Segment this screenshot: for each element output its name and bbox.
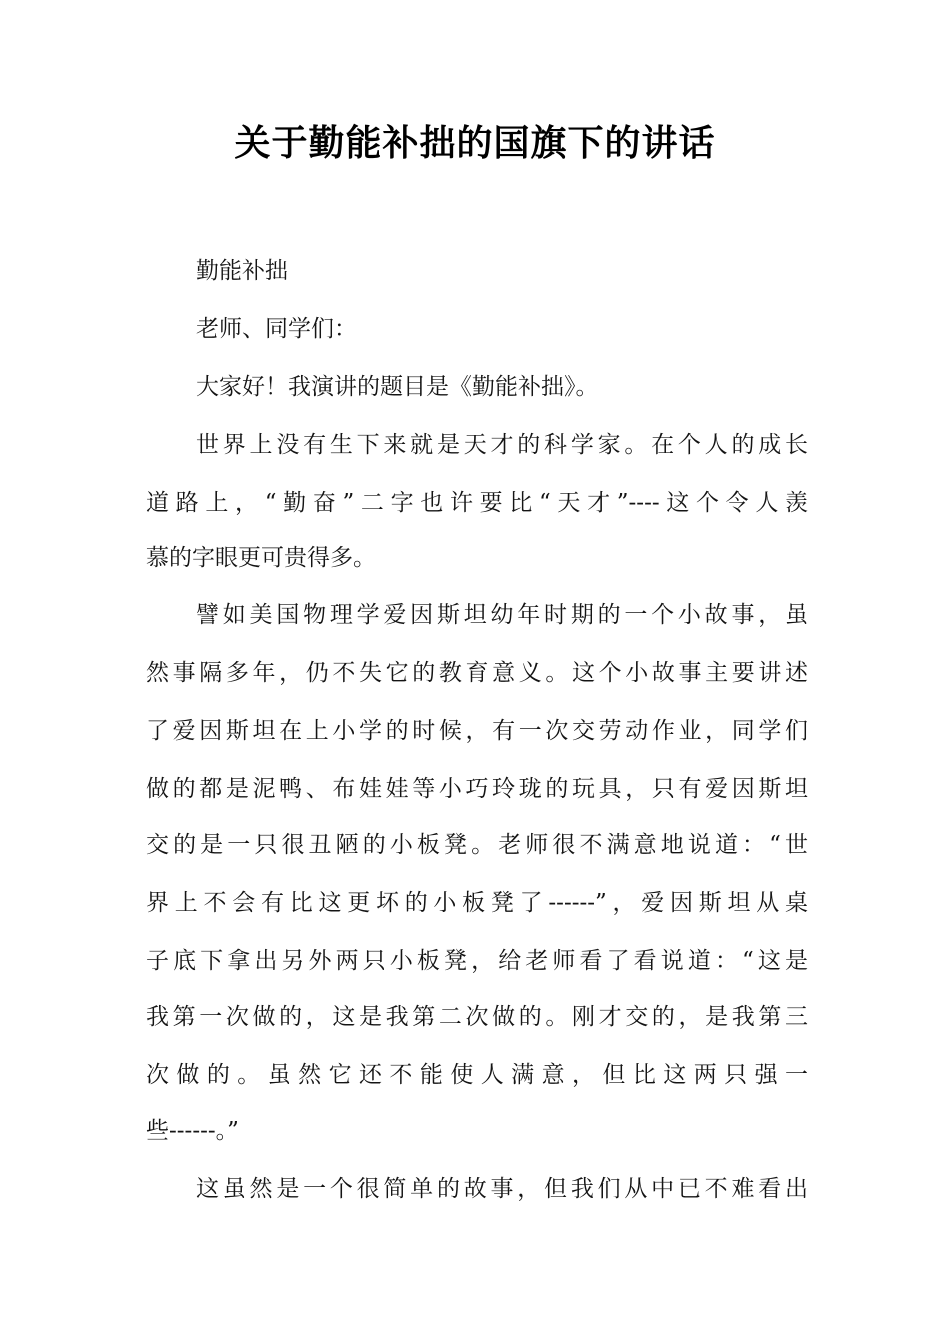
paragraph-line: 子底下拿出另外两只小板凳，给老师看了看说道：“这是 <box>146 948 808 974</box>
paragraph-line: 譬如美国物理学爱因斯坦幼年时期的一个小故事，虽 <box>196 602 808 628</box>
paragraph-line: 慕的字眼更可贵得多。 <box>146 545 376 571</box>
document-title: 关于勤能补拙的国旗下的讲话 <box>234 123 716 164</box>
paragraph-line: 勤能补拙 <box>196 258 288 284</box>
paragraph-line: 道路上，“勤奋”二字也许要比“天才”----这个令人羡 <box>146 490 808 516</box>
paragraph-line: 做的都是泥鸭、布娃娃等小巧玲珑的玩具，只有爱因斯坦 <box>146 776 808 802</box>
paragraph-line: 然事隔多年，仍不失它的教育意义。这个小故事主要讲述 <box>146 660 808 686</box>
paragraph-line: 界上不会有比这更坏的小板凳了------”，爱因斯坦从桌 <box>146 890 808 916</box>
paragraph-line: 些------。” <box>146 1118 239 1144</box>
paragraph-line: 我第一次做的，这是我第二次做的。刚才交的，是我第三 <box>146 1004 808 1030</box>
paragraph-line: 世界上没有生下来就是天才的科学家。在个人的成长 <box>196 432 808 458</box>
paragraph-line: 交的是一只很丑陋的小板凳。老师很不满意地说道：“世 <box>146 832 808 858</box>
paragraph-line: 了爱因斯坦在上小学的时候，有一次交劳动作业，同学们 <box>146 718 808 744</box>
paragraph-line: 次做的。虽然它还不能使人满意，但比这两只强一 <box>146 1062 808 1088</box>
paragraph-line: 老师、同学们： <box>196 316 357 342</box>
paragraph-line: 大家好！我演讲的题目是《勤能补拙》。 <box>196 374 599 400</box>
paragraph-line: 这虽然是一个很简单的故事，但我们从中已不难看出 <box>196 1176 808 1202</box>
